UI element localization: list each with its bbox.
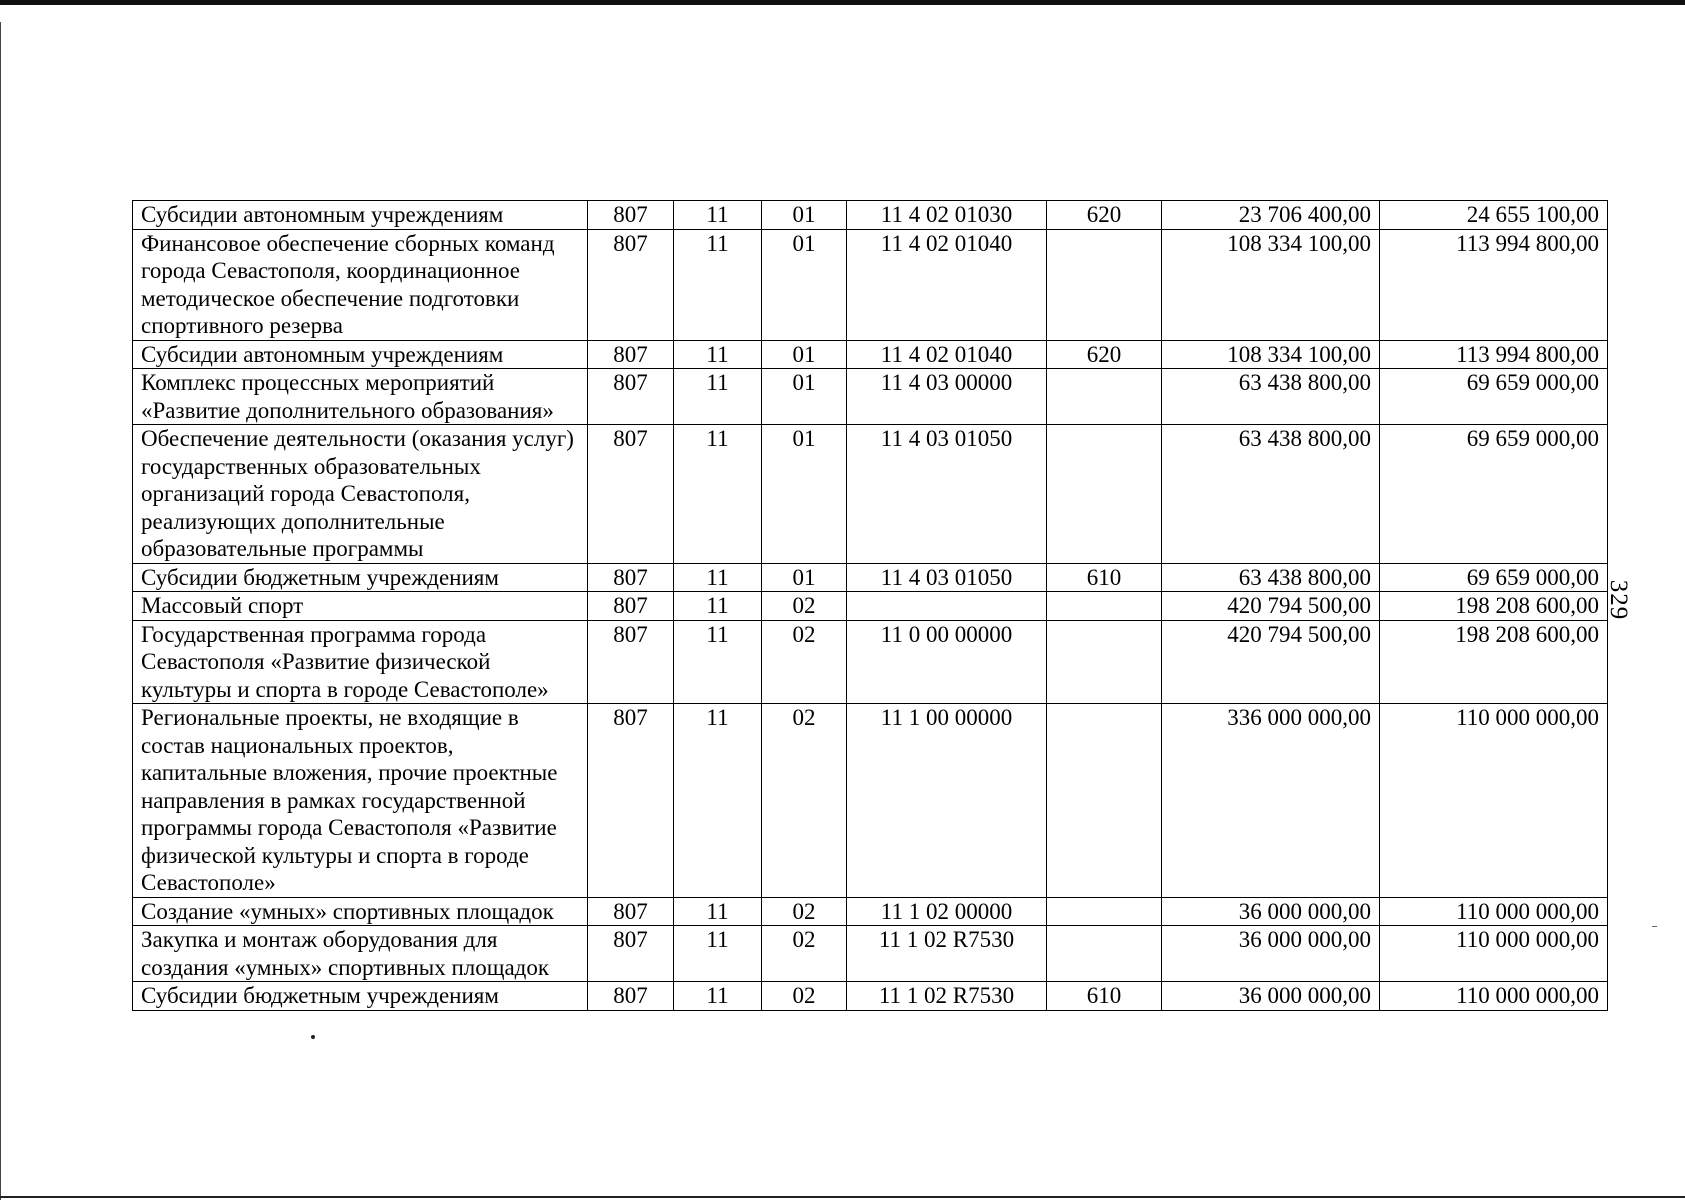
cell-amount-year1: 63 438 800,00 [1162, 369, 1380, 425]
cell-section: 11 [674, 592, 762, 621]
cell-amount-year1: 23 706 400,00 [1162, 201, 1380, 230]
cell-amount-year2: 113 994 800,00 [1380, 229, 1608, 340]
table-row [133, 425, 1608, 564]
scan-border-top [0, 0, 1685, 5]
scan-border-bottom [0, 1196, 1685, 1198]
cell-amount-year2: 24 655 100,00 [1380, 201, 1608, 230]
cell-expense-type [1047, 425, 1162, 564]
table-row [133, 369, 1608, 425]
cell-subsection: 02 [762, 620, 847, 704]
cell-amount-year1: 108 334 100,00 [1162, 340, 1380, 369]
cell-amount-year1: 336 000 000,00 [1162, 704, 1380, 898]
cell-admin-code: 807 [588, 897, 674, 926]
cell-target-article: 11 1 02 00000 [847, 897, 1047, 926]
cell-target-article: 11 1 02 R7530 [847, 926, 1047, 982]
cell-subsection: 01 [762, 425, 847, 564]
cell-admin-code: 807 [588, 563, 674, 592]
cell-expense-type: 620 [1047, 340, 1162, 369]
cell-target-article: 11 1 02 R7530 [847, 982, 1047, 1011]
cell-name: Государственная программа города Севастополя «Развитие физической культуры и спорта в городе Севастополе» [133, 620, 588, 704]
cell-target-article: 11 1 00 00000 [847, 704, 1047, 898]
cell-subsection: 01 [762, 201, 847, 230]
cell-amount-year2: 110 000 000,00 [1380, 704, 1608, 898]
cell-expense-type: 610 [1047, 563, 1162, 592]
cell-expense-type: 610 [1047, 982, 1162, 1011]
scan-artifact [1652, 926, 1657, 927]
table-row [133, 201, 1608, 230]
cell-section: 11 [674, 563, 762, 592]
cell-amount-year2: 69 659 000,00 [1380, 369, 1608, 425]
cell-target-article [847, 592, 1047, 621]
cell-amount-year1: 36 000 000,00 [1162, 926, 1380, 982]
cell-expense-type: 620 [1047, 201, 1162, 230]
cell-subsection: 01 [762, 369, 847, 425]
cell-target-article: 11 4 02 01040 [847, 340, 1047, 369]
cell-amount-year1: 420 794 500,00 [1162, 620, 1380, 704]
cell-expense-type [1047, 704, 1162, 898]
cell-subsection: 02 [762, 926, 847, 982]
cell-section: 11 [674, 897, 762, 926]
cell-section: 11 [674, 369, 762, 425]
cell-expense-type [1047, 620, 1162, 704]
cell-admin-code: 807 [588, 620, 674, 704]
cell-amount-year1: 36 000 000,00 [1162, 897, 1380, 926]
cell-name: Закупка и монтаж оборудования для создания «умных» спортивных площадок [133, 926, 588, 982]
table-row [133, 563, 1608, 592]
cell-admin-code: 807 [588, 982, 674, 1011]
cell-admin-code: 807 [588, 369, 674, 425]
table-row [133, 704, 1608, 898]
cell-amount-year1: 420 794 500,00 [1162, 592, 1380, 621]
scan-border-left [0, 22, 1, 1200]
cell-target-article: 11 4 02 01040 [847, 229, 1047, 340]
cell-name: Создание «умных» спортивных площадок [133, 897, 588, 926]
table-row [133, 926, 1608, 982]
cell-section: 11 [674, 229, 762, 340]
cell-name: Комплекс процессных мероприятий «Развитие дополнительного образования» [133, 369, 588, 425]
cell-section: 11 [674, 982, 762, 1011]
cell-target-article: 11 4 02 01030 [847, 201, 1047, 230]
cell-admin-code: 807 [588, 592, 674, 621]
cell-name: Массовый спорт [133, 592, 588, 621]
cell-target-article: 11 4 03 01050 [847, 425, 1047, 564]
cell-section: 11 [674, 425, 762, 564]
table-body [133, 201, 1608, 1011]
cell-section: 11 [674, 201, 762, 230]
cell-amount-year1: 63 438 800,00 [1162, 425, 1380, 564]
cell-name: Субсидии автономным учреждениям [133, 201, 588, 230]
cell-admin-code: 807 [588, 704, 674, 898]
cell-admin-code: 807 [588, 229, 674, 340]
cell-subsection: 02 [762, 592, 847, 621]
cell-subsection: 01 [762, 340, 847, 369]
cell-target-article: 11 0 00 00000 [847, 620, 1047, 704]
cell-amount-year1: 36 000 000,00 [1162, 982, 1380, 1011]
cell-amount-year2: 110 000 000,00 [1380, 926, 1608, 982]
cell-name: Субсидии автономным учреждениям [133, 340, 588, 369]
cell-expense-type [1047, 369, 1162, 425]
cell-subsection: 02 [762, 982, 847, 1011]
cell-subsection: 02 [762, 704, 847, 898]
cell-expense-type [1047, 897, 1162, 926]
cell-amount-year2: 198 208 600,00 [1380, 592, 1608, 621]
cell-name: Обеспечение деятельности (оказания услуг) государственных образовательных организаций города Севастополя, реализующих дополнительные образовательные программы [133, 425, 588, 564]
cell-admin-code: 807 [588, 425, 674, 564]
cell-section: 11 [674, 340, 762, 369]
cell-amount-year1: 108 334 100,00 [1162, 229, 1380, 340]
cell-subsection: 02 [762, 897, 847, 926]
cell-admin-code: 807 [588, 201, 674, 230]
cell-subsection: 01 [762, 563, 847, 592]
cell-amount-year2: 69 659 000,00 [1380, 425, 1608, 564]
cell-section: 11 [674, 926, 762, 982]
cell-name: Региональные проекты, не входящие в состав национальных проектов, капитальные вложения, прочие проектные направления в рамках государственной программы города Севастополя «Развитие физической культуры и спорта в городе Севастополе» [133, 704, 588, 898]
cell-expense-type [1047, 926, 1162, 982]
table-row [133, 897, 1608, 926]
scan-artifact [311, 1035, 315, 1039]
cell-amount-year1: 63 438 800,00 [1162, 563, 1380, 592]
cell-amount-year2: 69 659 000,00 [1380, 563, 1608, 592]
table-row [133, 982, 1608, 1011]
cell-amount-year2: 110 000 000,00 [1380, 982, 1608, 1011]
cell-name: Субсидии бюджетным учреждениям [133, 563, 588, 592]
cell-expense-type [1047, 229, 1162, 340]
cell-name: Финансовое обеспечение сборных команд города Севастополя, координационное методическое обеспечение подготовки спортивного резерва [133, 229, 588, 340]
page-number: 329 [1605, 579, 1632, 621]
cell-amount-year2: 198 208 600,00 [1380, 620, 1608, 704]
cell-target-article: 11 4 03 00000 [847, 369, 1047, 425]
cell-section: 11 [674, 620, 762, 704]
table-row [133, 592, 1608, 621]
cell-subsection: 01 [762, 229, 847, 340]
cell-name: Субсидии бюджетным учреждениям [133, 982, 588, 1011]
cell-expense-type [1047, 592, 1162, 621]
cell-target-article: 11 4 03 01050 [847, 563, 1047, 592]
table-row [133, 340, 1608, 369]
budget-table [132, 200, 1608, 1011]
cell-amount-year2: 110 000 000,00 [1380, 897, 1608, 926]
table-row [133, 229, 1608, 340]
cell-section: 11 [674, 704, 762, 898]
cell-admin-code: 807 [588, 340, 674, 369]
table-row [133, 620, 1608, 704]
cell-admin-code: 807 [588, 926, 674, 982]
cell-amount-year2: 113 994 800,00 [1380, 340, 1608, 369]
